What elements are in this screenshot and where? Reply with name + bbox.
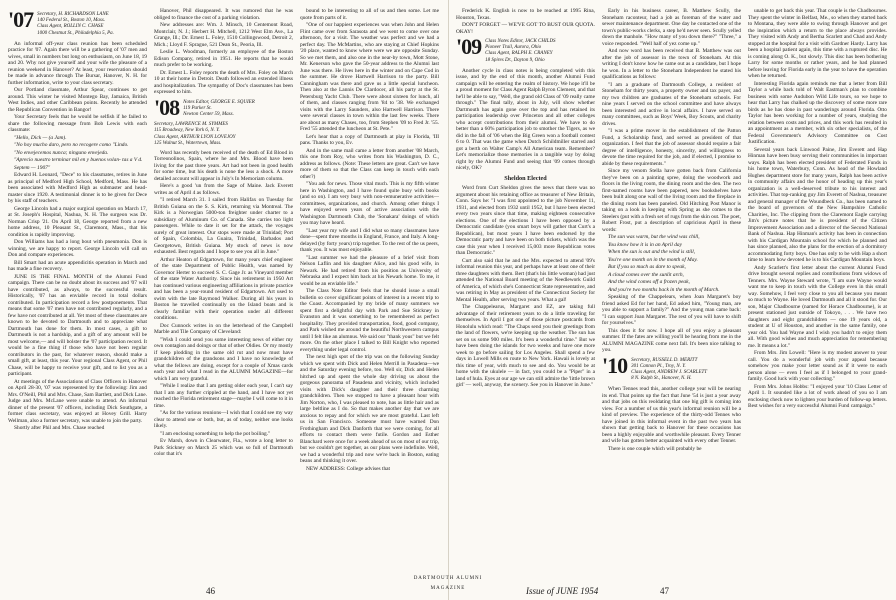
- paragraph: And in the same mail came a letter from another '08 March, this one from Roy, who writes from his Washington, D. C., address as follows. (Note: These letters are great. Can't we have more of them so that the Class can keep in touch with each other?): [300, 147, 439, 180]
- poem-line: "No hoy mucho daro, pero no recogere como "Lindo.: [14, 142, 129, 149]
- paragraph: The next high spot of the trip was on the following Sunday which we spent with Dick and Helen Merrill in Pasadena—we and the Saturday evening before, too. Well sir, Dick and Helen hitched up and spent the whole day driving us about the gorgeous panorama of Pasadena and vicinity, which included visits with Dick's daughter and their three charming grandchildren. Then we stopped to have a pleasant hour with Jim Norton, who, I was pleased to note, has as little hair and as large beltline as I do. So that makes another day that we are anxious to repay and for which we are most grateful. Last left us in San Francisco. Someone must have warned Don Frothingham and Dick Danforth that we were coming, for all efforts to contact them were futile. Gordon and Esther Blanchard were once for a week ahead of us on most of our trip, but we couldn't get together, as our plans were indefinite. Well, we had a wonderful trip and now we're back in Boston, eating beans and thinking it over.: [300, 354, 439, 464]
- notes-text: [300, 8, 439, 472]
- poem-line: The sun was warm, but the wind was chill,: [608, 234, 700, 240]
- agent-address: 8 N. Ralph St., Hanover, N. H.: [631, 376, 692, 382]
- agent-name: Class Agent, ARTHUR LYON LOVEJOY: [154, 134, 236, 140]
- paragraph: Your Secretary feels that he would be selfish if he failed to share the following message from Bob Lewis with each classmate:: [8, 114, 147, 134]
- notes-text: [748, 8, 887, 410]
- right-page: [448, 0, 896, 600]
- left-column-2: [154, 8, 293, 576]
- paragraph: Andy Scarlett's first letter about the current Alumni Fund drive brought several replies and contributions from widows of Tenners. Mrs. Wayne Steward wrote, "I am sure Wayne would want me to keep in touch with the College even in this small way. Somehow, I feel very close to you all because you meant so much to Wayne. He loved Dartmouth and all it stood for. Our son, Major Chadbourne (named for Horace Chadbourne), is at present stationed just outside of Tokoyo, . . . We have two daughters and eight grandchildren — one 19 years old, a student at U of Houston, and another in the same family, one year old. You had Wayne and I wish you hadn't to enjoy them all. With good wishes and much appreciation for remembering me. It means a lot.": [748, 264, 887, 349]
- class-officers: [37, 10, 114, 37]
- paragraph: DON'T FORGET — WE'VE GOT TO BUST OUR QUOTA. OKAY!: [456, 22, 595, 35]
- paragraph: New addresses are: Wm. J. Minsch, 10 Centemont Road, Montclair, N. J.; Herbert H. Mitchell, 1212 West Elm Ave., La Grange, Ill.; Dr. Ernest L. Foley, 1510 Collingswood, Detroit 2, Mich.; Lloyd F. Sprague, 521 Dean St., Peoria, Ill.: [154, 22, 293, 48]
- agent-name: Class Agent, RALPH E. CRANEY: [485, 51, 553, 57]
- poem-line: "Hello, Dick — (a Jam).: [14, 134, 67, 141]
- secretary-name: Secretary, RUSSELL D. MERITT: [631, 357, 698, 363]
- right-column-1: [456, 8, 595, 576]
- class-year: '07: [8, 8, 34, 32]
- class-officers: [631, 356, 707, 383]
- paragraph: NEW ADDRESS: College advises that: [306, 465, 391, 472]
- right-column-3: [748, 8, 887, 576]
- class-year: '08: [154, 94, 180, 120]
- poem-line: A cloud comes over the sunlit arch,: [608, 271, 684, 278]
- poem-line: "No envejecemos nunca; ninguno envejeda.: [14, 149, 109, 156]
- class-officers-extra: [154, 122, 293, 147]
- class-heading-1910: [602, 352, 741, 383]
- class-heading-1909: [456, 34, 595, 64]
- paragraph: Several years back Linwood Paine, Jim Everett and Hap Hinman have been busy serving their communities in important ways. Ralph has been elected president of Federated Funds in his home town, Waterbury, Conn. As head of the Howland Hughes department store for many years, Ralph has been active in community affairs and the honor of heading up this year's organization is a well-deserved tribute to his interest and activities. That top-ranking guy Jim Everett of Nashua, treasurer and general manager of the Woundbeck Co., has been named to the board of governors of the New Hampshire Catholic Charities, Inc. The clipping from the Claremont Eagle carrying Jim's picture notes that he is president of the Citizen Improvement Association and a director of the Second National Bank of Nashua. Hap Hinman's activity has been in connection with his Cardigan Mountain school for which he planned and has since planned, also the plans for the erection of a dormitory accommodating forty boys. One has only to be with Hap a short time to learn how devoted he is to his Cardigan Mountain boys.: [748, 146, 887, 263]
- paragraph: Frederick K. English is now to be reached at 1995 Rina, Houston, Texas.: [456, 8, 595, 21]
- paragraph: Arthur Heaton of Edgartown, for many years chief engineer of the state Department of Public Health, was named by Governor Herter to succeed S. C. Gage Jr. as Vineyard member of the state Water Authority. Since his retirement in 1950 Art has continued various engineering affiliations in private practice and has been a year-round resident of Edgartown. Art used to swim with the late Raymond Walker. During all his years in Boston he travelled continually on the Island boats and is clearly familiar with their operation under all different conditions.: [154, 256, 293, 322]
- left-column-1: [8, 8, 147, 576]
- paragraph: The Class Note Editor feels that he should issue a small bulletin so cover significant points of interest in a recent trip to the Coast. Accompanied by my bride of many summers we spent first a delightful day with Park and Sue Stickney in Evanston and it was something to be remembered as perfect hospitality. They provided transportation, food, good company, and Park wished me around the beautiful Northwestern campus until I felt like an alumnus. We said our "thank yous" but we felt more. On the other place I talked to Bill Knight who reported everything under legal control.: [300, 288, 439, 353]
- magazine-title: DARTMOUTH ALUMNI MAGAZINE: [413, 576, 483, 591]
- notes-text-continued: [154, 150, 293, 458]
- paragraph: "I am enclosing something to help the pot boiling.": [160, 430, 271, 437]
- notes-text-continued: [456, 68, 595, 172]
- page-number-right: 47: [660, 586, 669, 596]
- paragraph: unable to get back this year. That couple is the Chadbournes. They spent the winter in Belfast, Me., so when they started back to Montana, they were able to swing through Hanover and get the inspiration which a return to the place always provides. They visited with Andy and Bertha Scarlett and Chad and Andy stopped at the hospital for a visit with Gardner Hardy. Larry has been a hospital patient again, this time with a ruptured disc. He is coming along O. K., but slowly. This disc has been bothering Larry for some months or rather years, and he had planned before leaving for Florida early in the year to have the operation when he returned.: [748, 8, 887, 79]
- notes-editor-address: Pioneer Trail, Aurora, Ohio: [485, 45, 542, 51]
- poem-line: You're one month on in the month of May.: [608, 256, 698, 263]
- paragraph: bound to be interesting to all of us and then some. Let me quote from parts of it.: [300, 8, 439, 21]
- notes-text-continued: [602, 294, 741, 354]
- poem-text: [602, 234, 741, 293]
- agent-address: 125 Walnut St., Watertown, Mass.: [154, 140, 222, 146]
- poem-line: Septem — 1907": [14, 164, 51, 171]
- notes-text: [154, 8, 293, 96]
- paragraph: When Tennes read this, another college year will be nearing its end. That points up the fact that June '54 is just a year away and that jobs on this reoldating that one big gift is coming into view. For a number of us this year's informal reunion will be a kind of preview. The experience of the thirty-odd Tennes who have joined in this informal event in the past two years has shown that getting back to Hanover for these occasions has been a highly enjoyable and worthwhile pleasant. Every Tenner and wife has gotten better acquainted with every other Tenner.: [602, 386, 741, 445]
- agent-name: Class Agent, ANDREW J. SCARLETT: [631, 369, 708, 375]
- paragraph: Hanover, Phil disappeared. It was rumored that he was obliged to finance the cost of a parking violation.: [154, 8, 293, 21]
- paragraph: An informal off-year class reunion has been scheduled practice for '07. Again there will be a gathering of '07 men and wives, small in numbers but long on enthusiasm, on June 18, 19 and 20. Why not give yourself and your wife the pleasure of a reunion weekend in Hanover? At least, your reservation should be made in advance through The Bursar, Hanover, N. H. for further information, write to your class secretary.: [8, 40, 147, 86]
- poem-line: And you're two months back in the month of March.: [608, 286, 720, 293]
- paragraph: Edward H. Leonard, "Dece" to his classmates, retires in June as principal of Medford High School, Medford, Mass. He has been associated with Medford High as submaster and head-master since 1920. A testimonial dinner is to be given for Dece by his staff of teachers.: [8, 172, 147, 205]
- paragraph: Here's a good 'un from the Sage of Maine. Jack Everett writes as of April 4 as follows.: [154, 183, 293, 196]
- paragraph: Early in his business career, B. Matthew Scully, the Stoneham raconteur, had a job as foreman of the water and sewer maintenance department. One day he contacted one of the town's public-works clerks, a step he'd never seen. Scully yelled down the manhole. "How many of you down there?" "Three," a voice responded. "Well half of yez come up.": [602, 8, 741, 47]
- paragraph: At meetings of the Associations of Class Officers in Hanover on April 28-30, '07 was represented by the following: Jim and Mrs. O'Neill, Phil and Mrs. Chase, Sam Bartlett, and Dick Lane. Judge and Mrs. McLane were unable to attend. An informal dinner of the present '07 officers, including Dick Southgate, a former class secretary, was enjoyed at Hovey Grill. Harry Wellman, also a former secretary, was unable to join the party.: [8, 378, 147, 424]
- poem-line: You know how it is in an April day: [608, 241, 682, 248]
- paragraph: "Wish I could send you some interesting news of either my own contagion and doings or that of other Oldies. Or my mostly if keep plodding in the same old rut and now must have grandchildren of the grandsons and I have no knowledge of what the fellows are doing, except for a couple of Xmas cards each year and what I read in the ALUMNI MAGAZINE—for which I am very grateful.: [154, 336, 293, 382]
- paragraph: JUNE IS THE FINAL MONTH of the Alumni Fund campaign. There can be no doubt about its success and '07 will have contributed, as always, to the successful result. Historically, '07 has an enviable record in total dollars contributed. In participation record a few postponements. That means that some '07 men have not contributed regularly, and a few have not contributed at all. Yet most of these classmates are known to be devoted to Dartmouth and to appreciate what Dartmouth has done for them. In most cases, a gift to Dartmouth is not a hardship, and a gift of any amount will be most welcome,— and will bolster the '07 participation record. It would be a fine thing if those who have not been regular contributors in the past, for whatever reason, should make a small gift, at least, this year. Your regional Class Agent, or Phil Chase, will be happy to receive your gift, and to list you as a participant.: [8, 273, 147, 378]
- paragraph: Bill Smart had an acute appendicitis operation in March and has made a fine recovery.: [8, 259, 147, 273]
- poem-text: [8, 135, 147, 172]
- paragraph: Speaking of the Chappelears, when Joan Margaret's boy friend asked Ed for her hand, Ed asked him, "Young man, are you able to support a family?" And the young man came back: "I can support Joan Margaret. The rest of you will have to shift for yourselves.": [602, 294, 741, 326]
- paragraph: "As for the various reunions—I wish that I could see my way clear to attend one or both, but, as of today, neither one looks likely.: [154, 410, 293, 430]
- secretary-address: 115 Broadway, New York 6, N. Y.: [154, 128, 220, 134]
- poem-line: And the wind comes off a frozen peak,: [608, 279, 690, 285]
- paragraph: "One of our happiest experiences was when John and Helen Flint came over from Sarasota and we went to come over one afternoon, for a visit. The weather was perfect and we had a perfect day. The McMartins, who are staying at Chief Hopkins '20 place, wanted to know where were we are opposite Sunday. So we met them, and also one in the near-by town, Mott Stone, Mr. Kenerson who gave the 50-year address to the Alumni last June was there. He lives here in the winter and on Cape Cod in the summer. He drove Hartwell Harrison to the party. Bill Cunningham was there and gave us a little special luncheon. Then also at the Lannis De Clardocer, all his party at the St. Petersburg Yacht Club. There were about sixteen for lunch, all of them, and classes ranging from '84 to '38. We exchanged visits with the Larry Saunders, also Hartwell Harrison. There were several classes in town within the last few weeks. There are about as many Chases, too, from Stephen '09 to Fred Jr. '55. Fred '55 attended the luncheon at St. Pete.": [300, 22, 439, 132]
- paragraph: And now word has been received that B. Matthew was out after the job of assessor in the town of Stoneham. At this writing I don't know how he came out as a candidate, but I hope he won. In a letter to the Stoneham Independent he stated his qualifications as follows:: [602, 48, 741, 80]
- notes-text-section: [456, 185, 595, 389]
- paragraph: "I retired March 31. I sailed from Halifax on Tuesday for British Guiana on the S. S. Kirk, returning via Montreal. The Kirk is a Norwegian 5000-ton freighter under charter to a subsidiary of Aluminum Co. of Canada. She carries too light passengers. While to date it set for the attack, the voyages surely of great interest. Our stops were made at Trinidad; Port of Spain, Colombia, La Guaira, Trinidad, Barbados and Georgetown, British Guiana. My stock of news is now exhausted. Best regards and I hope to see you all in June.": [154, 197, 293, 256]
- notes-editor-name: Class Notes Editor, JACK CHILDS: [485, 39, 556, 44]
- notes-text: [456, 8, 595, 35]
- paragraph: "I am a graduate of Dartmouth College, a resident of Stoneham for thirty years, a property owner and tax payer, and my two children are graduates of the Stoneham schools. For nine years I served on the school committee and have always been interested and active in local affairs. I have served on many committees, such as Boys' Week, Boy Scouts, and charity drives.: [602, 81, 741, 127]
- agent-name: Class Agent, ROLLIN C. CHASE: [37, 24, 104, 30]
- paragraph: From Mrs. Jim Lowell: "Here is my modest answer to your call. You do a wonderful job with your appeal because somehow you make your letter sound as if it were to each person alone — even I feel as if I belonged to your grand-family. Good luck with your collecting.": [748, 350, 887, 382]
- issue-date: Issue of JUNE 1954: [526, 586, 599, 596]
- notes-text: [8, 41, 147, 134]
- paragraph: Doc Cunnock writes in on the letterhead of the Campbell Marble and Tile Company of Cleveland:: [154, 322, 293, 336]
- paragraph: "Last year my wife and I did what so many classmates have done—spent three months in England, France, and Italy. A long-delayed (by forty years) trip together. To the rest of the us peers, thank you. It was most enjoyable.: [300, 227, 439, 253]
- paragraph: Another cycle in class notes is being completed with this issue, and by the end of this month, another Alumni Fund campaign will be entering the realm of history. We hope it'll be a proud moment for Class Agent Ralph Byron Clement, and that he'll be able to say, "Well, the grand old Class of '09 really came through." The final tally, about in July, will show whether Dartmouth has again gone over the top and has retained its participation leadership over Princeton and all other colleges who accept contributions from their alumni. We have to do better than a 60% participation job to smother the Tigers, as we did in the fall of '06 when the Big Green won a football contest 6 to 0. That was the game when Dutch Schildmiller starred and got a berth on Walter Camp's All American team. Remember? Let's memorialize those memories in a tangible way by doing right by the Alumni Fund and seeing that '09 comes through nicely, OK?: [456, 67, 595, 172]
- paragraph: Curt also said that he and the Mrs. expected to attend '09's informal reunion this year, and perhaps have at least one of their three daughters with them. Bert (that's his little woman) had just attended the National Board meeting of the Needlework Guild of America, of which she's Connecticut State representative, and was retiring in May as president of the Connecticut Society for Mental Health, after serving two years. What a gal!: [456, 257, 595, 303]
- agent-address: 18 Spires Dr., Dayton 9, Ohio: [485, 57, 545, 63]
- class-heading-1908: [154, 94, 293, 120]
- notes-text-section: [602, 386, 741, 452]
- paragraph: This does it for now. I hope all of you enjoy a pleasant summer. If the fates are willing you'll be hearing from me in the ALUMNI MAGAZINE come next fall. It's been nice talking to you.: [602, 327, 741, 353]
- class-year: '10: [602, 352, 628, 378]
- right-column-2: [602, 8, 741, 576]
- poem-line: When the sun is out and the wind is still,: [608, 249, 696, 255]
- class-heading-1907: [8, 10, 147, 37]
- paragraph: "You ask for news. Those vital much. This is my fifth winter here in Washington, and I have found quite busy with books (and so on). I am very busy with non-remunerative activities—committees, organizations, and church. Among other things I have enjoyed seven years of active association with the Washington Dartmouth Club, the 'Sonakara' doings of which you may have heard.: [300, 181, 439, 226]
- notes-text: [602, 8, 741, 233]
- paragraph: Since my venom Stella have gotten back from California they've been on a painting spree, doing the woodwork and floors in the living room, the dining room and the den. The two first-named rooms have been papered, new bookshelves have been built along one wall of the living room and the fireplace in the dining room has been paneled. Old Hitching Post Manor is taking on a look in keeping with Spring as she comes to the Steelers (put with a fresh set of rugs from the skin out. The poet, Robert Frost, put a description of capricious April in these words:: [602, 168, 741, 233]
- secretary-name: Secretary, LAWRENCE M. SYMMES: [154, 122, 228, 128]
- paragraph: "Last summer we had the pleasure of a brief visit from Nelson Laflin and his daughter Alice, and his good wife, in Newark. He had retired from his position as University of Nebraska and I expect him back at his Newark home. To me, it would be an enviable life.": [300, 254, 439, 287]
- paragraph: Dr. Ernest L. Foley reports the death of Mrs. Foley on March 10 at their home in Detroit. Death followed an extended illness and hospitalization. The sympathy of Doc's classmates has been expressed to him.: [154, 69, 293, 95]
- class-officers: [485, 37, 555, 64]
- paragraph: Word from Curt Sheldon gives the news that there was no argument about his retaining office as treasurer of New Britain, Conn. Says he: "I was first appointed to the job November 11, 1931, and elected from 1932 until 1952, but I have been elected every two years since that time, making eighteen consecutive elections. One of the elections I have been opposed by a Democratic candidate (you smart boys will gather that Curt's a Republican), but most years I have been endorsed by the Democratic party and have been on both tickets, which was the case this year when I received 15,003 more Republican votes than Democratic.": [456, 185, 595, 257]
- paragraph: George Lincoln had a major surgical operation on March 17, at St. Joseph's Hospital, Nashua, N. H. The surgeon was Dr. Norman Crisp '21. On April 18, George reported from a new home address, 10 Pleasant St., Claremont, Mass., that his condition is rapidly improving.: [8, 205, 147, 238]
- page-number-left: 46: [206, 586, 215, 596]
- secretary-name: Secretary, H. RICHARDSON LANE: [37, 12, 109, 17]
- left-column-3: [300, 8, 439, 576]
- paragraph: Don Williams has had a long bout with pneumonia. Don is winning, we are happy to report. George Lincoln will call on Don and compare experiences.: [8, 239, 147, 259]
- agent-address: 1000 Chestnut St., Philadelphia 5, Pa.: [37, 30, 114, 36]
- secretary-address: 301 Cannon Pl., Troy, N. Y.: [631, 363, 686, 369]
- poem-line: But if you so much as dare to speak,: [608, 264, 686, 270]
- notes-editor-city: Newton Center 59, Mass.: [183, 111, 234, 117]
- paragraph: Shortly after Phil and Mrs. Chase reached: [14, 425, 105, 432]
- paragraph: The Chappelearus, Margaret and EZ, are taking full advantage of their retirement years to do a little traveling for themselves. In April I got one of those picture postcards from Honolulu which read: "The Chaps send you their greetings from the land of flowers, we're keeping up the weather. The sun has set on us some 900 miles. It's been a wonderful time." But we have been doing the islands for two weeks and have one more week to go before sailing for Los Angeles. Shall spend a few days in Lowell Mills en route to New York. Hawaii is lovely at this time of year, with much to see and do. You would be at home with the ukulele — in fact, you could be a "Piper" in a land of hula. Eyes at our age we can still admire the 'little brown girl' — well, anyway, the scenery. See you in Hanover in June.": [456, 304, 595, 389]
- poem-line: "Aprecio nuestro terminar mil en y buenos volan- tas a V d.: [14, 157, 143, 164]
- section-heading: Sheldon Elected: [504, 174, 547, 182]
- secretary-address: 140 Federal St., Boston 10, Mass.: [37, 18, 106, 24]
- class-officers: [183, 98, 255, 119]
- paragraph: Let's hear that a copy of Dartmouth at play in Florida, 'III pans. Thanks to you, Ev.: [300, 133, 439, 146]
- notes-text-continued: [8, 172, 147, 432]
- notes-editor-address: 119 Parker St.: [183, 105, 212, 111]
- paragraph: "While I realize that I am getting older each year, I can't say that I am any further crippled at the hand, and I have not yet reached the Florida retirement stage—maybe I will come to it in time.: [154, 383, 293, 409]
- class-year: '09: [456, 34, 482, 59]
- notes-editor-name: Notes Editor, GEORGE E. SQUIER: [183, 99, 255, 105]
- paragraph: Ev Marsh, down in Clearwater, Fla., wrote a long letter to Park Stickney on March 25 which was so full of Dartmouth color that it's: [154, 438, 293, 458]
- paragraph: Word has recently been received of the death of Ed Blood in Torreonolinos, Spain, where he and Mrs. Blood have been living for the past three years. Art had not been in good health for some time, but his death is none the less a shock. A more detailed account will appear in July's In Memoriam column.: [154, 149, 293, 182]
- paragraph: Interesting Florida again reminds me that a letter from Bill Taylor a while back told of Walt Eastman's plan to combine business with some Audubon Wild Life tours, so we hope to hear that Larry has chalked up the discovery of some more rare birds as he has done in past wanderings around Florida. Otto Taylor has been working for a number of years, studying the relation between costs and prices, and this work has resulted in an appointment as a member, with six other specialists, of the Federal Government's Advisory Committee on Cost Justification.: [748, 80, 887, 145]
- paragraph: Our Portland classmate, Arthur Spear, continues to get around. This winter he visited Montego Bay, Jamaica, British West Indies, and other Caribbean points. Recently he attended the Republican Convention in Bangor!: [8, 87, 147, 113]
- paragraph: "I was a prime mover in the establishment of the Patton Fund, a Scholarship fund, and served as president of that organization. I feel that the job of assessor should require a fair degree of intelligence, honesty, sincerity, and willingness to devote the time required for the job, and if elected, I promise to abide by these requirements.": [602, 128, 741, 167]
- paragraph: There is one couple which will probably be: [608, 445, 702, 452]
- paragraph: From Mrs. Johns Hobbs: "I enjoyed your '10 Class Letter of April 1. It sounded like a lot of work ahead of you so I am enclosing check now to lighten your burden of follow-up letters. Best wishes for a very successful Alumni Fund campaign.": [748, 383, 887, 409]
- paragraph: Leslie L. Woodman, formerly an employee of the Boston Edison Company, retired in 1951. He reports that he would much prefer to be working.: [154, 49, 293, 68]
